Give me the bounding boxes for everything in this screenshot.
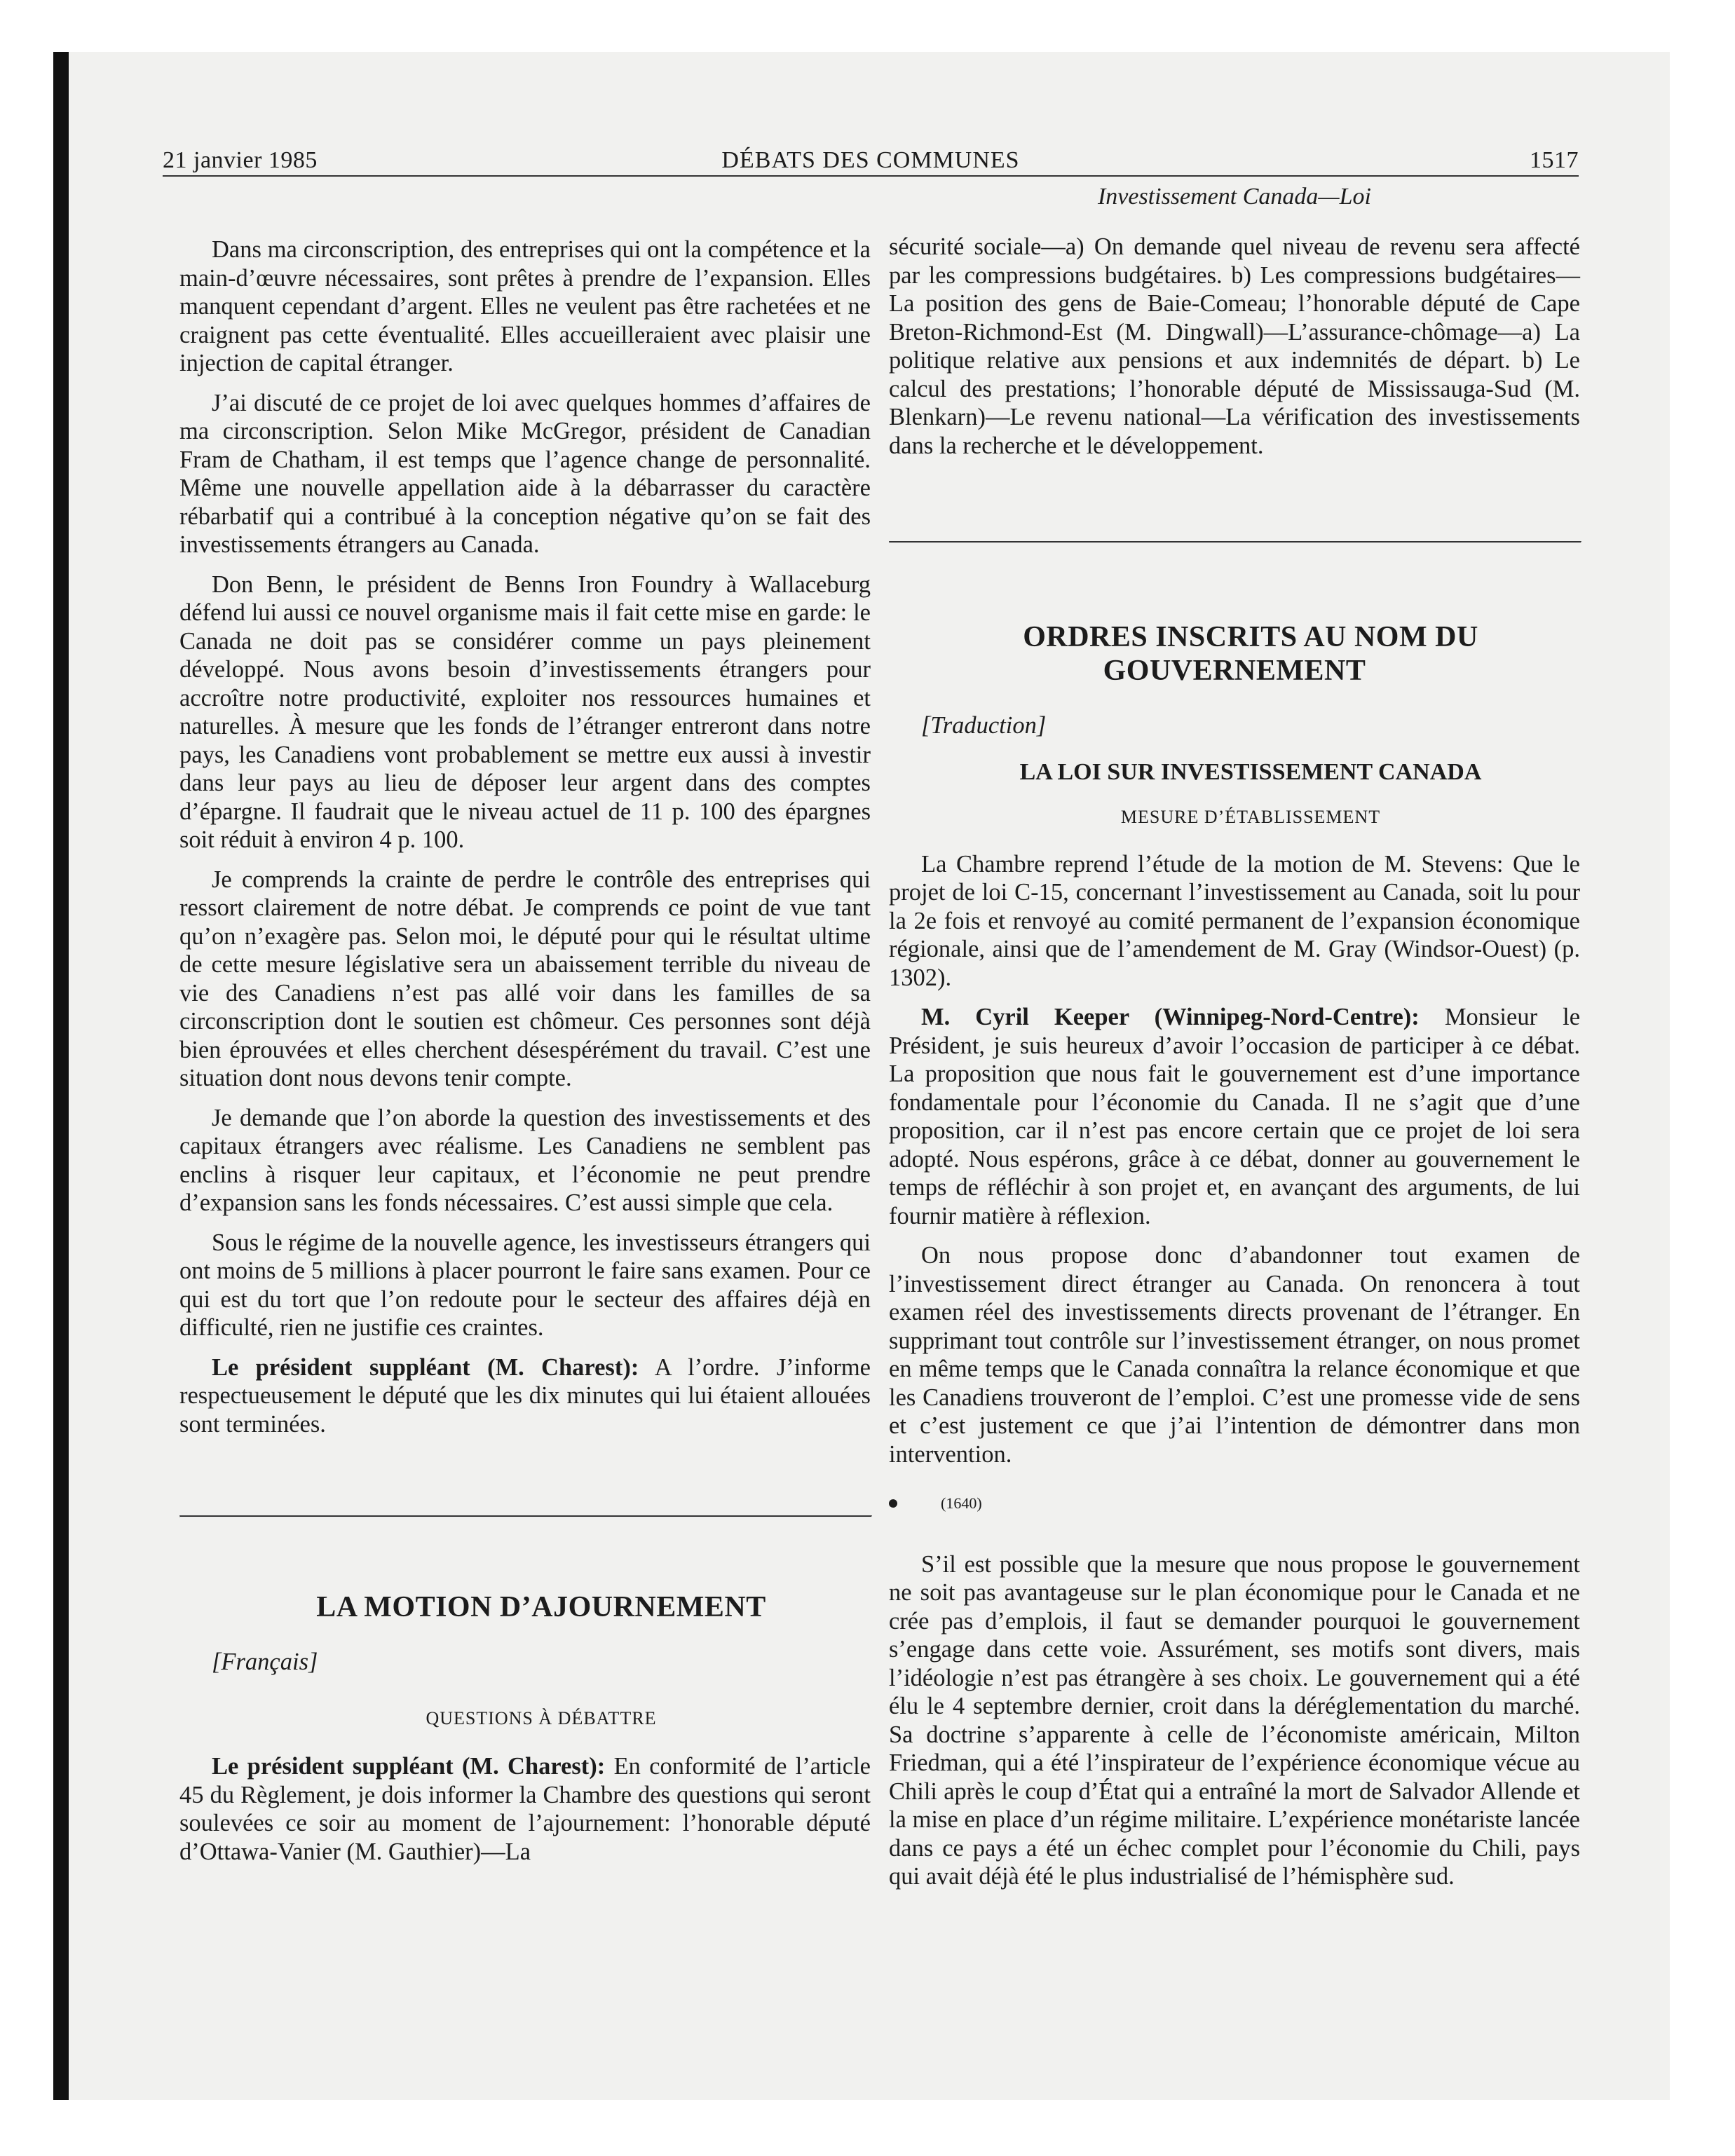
paragraph: La Chambre reprend l’étude de la motion de M. Stevens: Que le projet de loi C-15, concernant l’investissement au Canada, soit lu pour la 2e fois et renvoyé au comité permanent de l’expansion économique régionale, ainsi que de l’amendement de M. Gray (Windsor-Ouest) (p. 1302). — [889, 850, 1580, 991]
speaker: M. Cyril Keeper (Winnipeg-Nord-Centre): — [921, 1004, 1420, 1030]
timestamp: (1640) — [889, 1489, 1580, 1518]
language-tag: [Français] — [212, 1649, 318, 1675]
paragraph: Dans ma circonscription, des entreprises qui ont la compétence et la main-d’œuvre nécessaires, sont prêtes à prendre de l’expansion. Elles manquent cependant d’argent. Elles ne veulent pas être rachetées et ne craignent pas cette éventualité. Elles accueilleraient avec plaisir une injection de capital étranger. — [179, 236, 871, 376]
header-title: DÉBATS DES COMMUNES — [721, 147, 1020, 173]
page-number: 1517 — [1530, 147, 1579, 173]
running-title: Investissement Canada—Loi — [1097, 184, 1372, 210]
section-heading: ORDRES INSCRITS AU NOM DU GOUVERNEMENT — [1023, 621, 1478, 687]
section-heading: LA MOTION D’AJOURNEMENT — [316, 1591, 766, 1623]
speech: A l’ordre. J’informe respectueusement le député que les dix minutes qui lui étaient allouées sont terminées. — [179, 1353, 871, 1438]
bullet-icon — [889, 1499, 897, 1508]
binding-edge — [53, 52, 69, 2100]
paragraph — [889, 1003, 1580, 1230]
paragraph: J’ai discuté de ce projet de loi avec quelques hommes d’affaires de ma circonscription. Selon Mike McGregor, président de Canadian Fram de Chatham, il est temps que l’agence change de personnalité. Même une nouvelle appellation aide à la débarrasser du caractère rébarbatif qui a contribué à la conception négative qu’on se fait des investissements étrangers au Canada. — [179, 389, 871, 558]
speech: Monsieur le Président, je suis heureux d’avoir l’occasion de participer à ce débat. La proposition que nous fait le gouvernement est d’une importance fondamentale pour l’économie du Canada. Il ne s’agit que d’une proposition, car il n’est pas encore certain que ce projet de loi sera adopté. Nous espérons, grâce à ce débat, donner au gouvernement le temps de réfléchir à son projet et, en avançant des arguments, de lui fournir matière à réflexion. — [889, 1004, 1581, 1229]
header-date: 21 janvier 1985 — [163, 147, 318, 173]
small-heading: MESURE D’ÉTABLISSEMENT — [1120, 807, 1381, 827]
paragraph: Je demande que l’on aborde la question des investissements et des capitaux étrangers avec réalisme. Les Canadiens ne semblent pas enclins à risquer leur capitaux, et l’économie ne peut prendre d’expansion sans les fonds nécessaires. C’est aussi simple que cela. — [179, 1104, 871, 1216]
left-column — [179, 236, 871, 1877]
paragraph — [179, 1752, 871, 1866]
paragraph: Don Benn, le président de Benns Iron Foundry à Wallaceburg défend lui aussi ce nouvel organisme mais il fait cette mise en garde: le Canada ne doit pas se considérer comme un pays pleinement développé. Nous avons besoin d’investissements étrangers pour accroître notre productivité, exploiter nos ressources humaines et naturelles. À mesure que les fonds de l’étranger entreront dans notre pays, les Canadiens vont probablement se mettre eux aussi à investir dans leur pays au lieu de déposer leur argent dans des comptes d’épargne. Il faudrait que le niveau actuel de 11 p. 100 des épargnes soit réduit à environ 4 p. 100. — [179, 571, 871, 853]
paragraph: Sous le régime de la nouvelle agence, les investisseurs étrangers qui ont moins de 5 millions à placer pourront le faire sans examen. Pour ce qui est du tort que l’on redoute pour le secteur des affaires déjà en difficulté, rien ne justifie ces craintes. — [179, 1229, 871, 1341]
paragraph: Je comprends la crainte de perdre le contrôle des entreprises qui ressort clairement de notre débat. Je comprends ce point de vue tant qu’on n’exagère pas. Selon moi, le député pour qui le résultat ultime de cette mesure législative sera un abaissement terrible du niveau de vie des Canadiens n’est pas allé voir dans les familles de sa circonscription dont le soutien est chômeur. Ces personnes sont déjà bien éprouvées et elles cherchent désespérément du travail. C’est une situation dont nous devons tenir compte. — [179, 866, 871, 1091]
right-column — [889, 233, 1580, 1902]
paragraph: S’il est possible que la mesure que nous propose le gouvernement ne soit pas avantageuse sur le plan économique pour le Canada et ne crée pas d’emplois, il faut se demander pourquoi le gouvernement s’engage dans cette voie. Assurément, ses motifs sont divers, mais l’idéologie n’est pas étrangère à ses choix. Le gouvernement qui a été élu le 4 septembre dernier, croit dans la déréglementation du marché. Sa doctrine s’apparente à celle de l’économiste américain, Milton Friedman, qui a été l’inspirateur de l’expérience économique vécue au Chili après le coup d’État qui a entraîné la mort de Salvador Allende et la mise en place d’un régime militaire. L’expérience monétariste lancée dans ce pays a été un échec complet pour l’économie du Chili, pays qui avait déjà été le plus industrialisé de l’hémisphère sud. — [889, 1550, 1580, 1890]
subheading: LA LOI SUR INVESTISSEMENT CANADA — [1019, 758, 1482, 785]
subheading: QUESTIONS À DÉBATTRE — [426, 1707, 657, 1728]
language-tag: [Traduction] — [921, 712, 1047, 739]
speaker: Le président suppléant (M. Charest): — [212, 1353, 639, 1381]
paragraph: On nous propose donc d’abandonner tout examen de l’investissement direct étranger au Canada. On renoncera à tout examen réel des investissements directs provenant de l’étranger. En supprimant tout contrôle sur l’investissement étranger, on nous promet en même temps que le Canada connaîtra la relance économique et que les Canadiens trouveront de l’emploi. C’est une promesse vide de sens et c’est justement ce que j’ai l’intention de démontrer dans mon intervention. — [889, 1242, 1580, 1468]
paragraph: sécurité sociale—a) On demande quel niveau de revenu sera affecté par les compressions budgétaires. b) Les compressions budgétaires—La position des gens de Baie-Comeau; l’honorable député de Cape Breton-Richmond-Est (M. Dingwall)—L’assurance-chômage—a) La politique relative aux pensions et aux indemnités de départ. b) Le calcul des prestations; l’honorable député de Mississauga-Sud (M. Blenkarn)—Le revenu national—La vérification des investissements dans la recherche et le développement. — [889, 233, 1580, 459]
speaker: Le président suppléant (M. Charest): — [212, 1753, 606, 1780]
paragraph — [179, 1353, 871, 1439]
speech: En conformité de l’article 45 du Règlement, je dois informer la Chambre des questions qui seront soulevées ce soir au moment de l’ajournement: l’honorable député d’Ottawa-Vanier (M. Gauthier)—La — [179, 1753, 871, 1865]
page-header — [163, 140, 1579, 177]
header-rule — [163, 175, 1579, 177]
